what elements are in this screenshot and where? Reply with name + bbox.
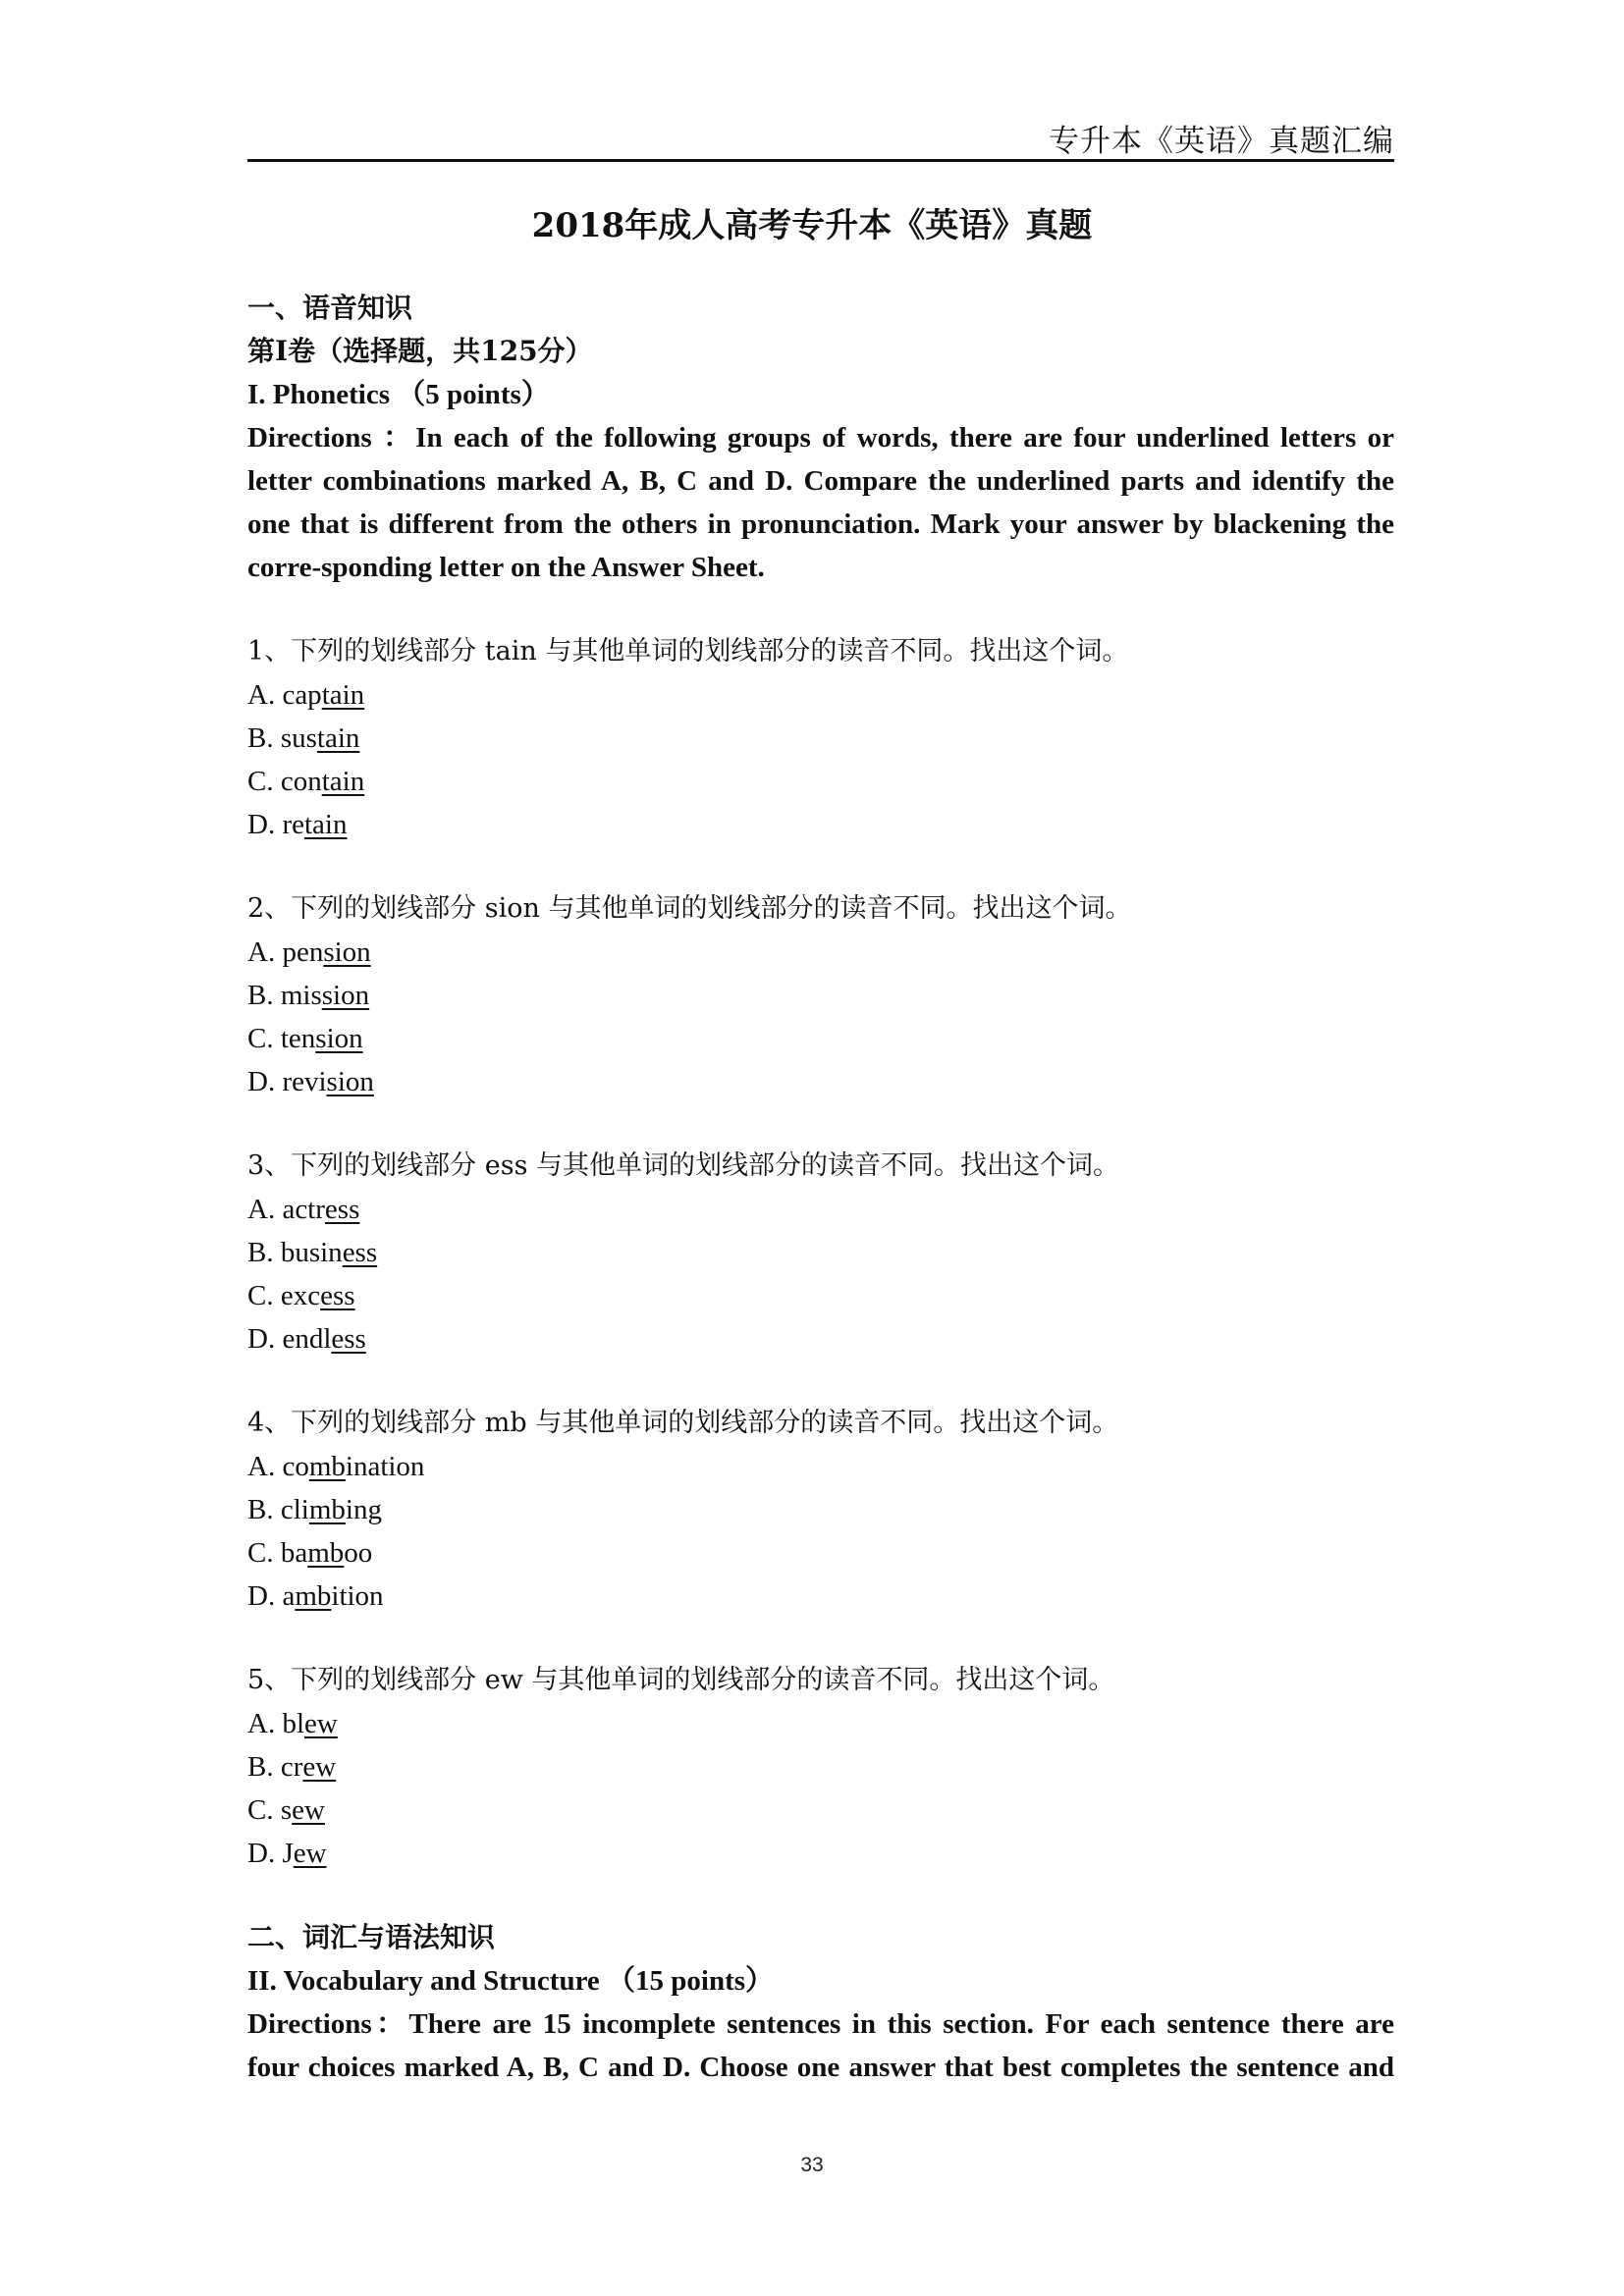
option-text: ition <box>331 1580 384 1612</box>
document-body <box>247 287 1394 2089</box>
option-text: B. cr <box>247 1751 303 1783</box>
answer-option <box>247 974 1394 1017</box>
question-prompt: 5、下列的划线部分 ew 与其他单词的划线部分的读音不同。找出这个词。 <box>247 1665 1115 1695</box>
underlined-part: mb <box>295 1580 332 1612</box>
underlined-part: ess <box>331 1323 366 1355</box>
answer-option <box>247 1317 1394 1361</box>
directions-line: Directions：There are 15 incomplete sentences in this section. For each sentence there are <box>247 2008 1394 2040</box>
directions-line: corre-sponding letter on the Answer Sheet. <box>247 552 765 583</box>
option-text: B. sus <box>247 722 317 754</box>
option-text: C. s <box>247 1794 293 1826</box>
answer-option <box>247 1789 1394 1832</box>
directions-line: one that is different from the others in pronunciation. Mark your answer by blackening the <box>247 508 1394 540</box>
option-text: C. ba <box>247 1537 308 1569</box>
underlined-part: sion <box>323 936 371 968</box>
header-rule <box>247 159 1394 162</box>
answer-option <box>247 1488 1394 1531</box>
option-text: D. endl <box>247 1323 332 1355</box>
underlined-part: tain <box>321 679 365 711</box>
option-text: C. con <box>247 766 322 797</box>
part2-heading: II. Vocabulary and Structure （15 points） <box>247 1965 775 1997</box>
option-text: C. ten <box>247 1023 316 1054</box>
option-text: D. re <box>247 809 304 840</box>
answer-option <box>247 1575 1394 1618</box>
page-number: 33 <box>800 2154 824 2176</box>
answer-option <box>247 931 1394 974</box>
answer-option <box>247 1017 1394 1060</box>
question-prompt: 2、下列的划线部分 sion 与其他单词的划线部分的读音不同。找出这个词。 <box>247 893 1132 924</box>
underlined-part: tain <box>316 722 360 754</box>
underlined-part: sion <box>326 1066 374 1097</box>
question-list <box>247 589 1394 1875</box>
directions-line: four choices marked A, B, C and D. Choose one answer that best completes the sentence and <box>247 2052 1394 2083</box>
underlined-part: ew <box>302 1751 337 1783</box>
option-text: ing <box>345 1494 382 1525</box>
answer-option <box>247 1832 1394 1875</box>
answer-option <box>247 717 1394 760</box>
underlined-part: tain <box>303 809 348 840</box>
underlined-part: ew <box>304 1708 338 1739</box>
option-text: B. cli <box>247 1494 309 1525</box>
option-text: A. cap <box>247 679 322 711</box>
answer-option <box>247 1060 1394 1103</box>
question-prompt: 1、下列的划线部分 tain 与其他单词的划线部分的读音不同。找出这个词。 <box>247 636 1129 667</box>
answer-option <box>247 673 1394 717</box>
option-text: A. actr <box>247 1194 325 1225</box>
answer-option <box>247 1531 1394 1575</box>
option-text: A. pen <box>247 936 324 968</box>
answer-option <box>247 1702 1394 1745</box>
answer-option <box>247 803 1394 846</box>
option-text: A. co <box>247 1451 309 1482</box>
underlined-part: mb <box>307 1537 345 1569</box>
underlined-part: mb <box>308 1451 346 1482</box>
question-prompt: 3、下列的划线部分 ess 与其他单词的划线部分的读音不同。找出这个词。 <box>247 1150 1120 1181</box>
question-prompt: 4、下列的划线部分 mb 与其他单词的划线部分的读音不同。找出这个词。 <box>247 1408 1119 1438</box>
underlined-part: sion <box>315 1023 363 1054</box>
option-text: B. mis <box>247 980 322 1011</box>
underlined-part: ess <box>342 1237 378 1268</box>
option-text: ination <box>345 1451 425 1482</box>
directions-line: Directions ：In each of the following groups of words, there are four underlined letters or <box>247 422 1394 454</box>
option-text: D. a <box>247 1580 296 1612</box>
option-text: A. bl <box>247 1708 304 1739</box>
underlined-part: tain <box>321 766 365 797</box>
section2-heading: 二、词汇与语法知识 <box>247 1921 496 1953</box>
answer-option <box>247 1274 1394 1317</box>
underlined-part: mb <box>308 1494 346 1525</box>
option-text: D. J <box>247 1838 294 1869</box>
answer-option <box>247 1231 1394 1274</box>
directions-line: letter combinations marked A, B, C and D. Compare the underlined parts and identify the <box>247 465 1394 497</box>
underlined-part: sion <box>321 980 370 1011</box>
answer-option <box>247 1745 1394 1789</box>
underlined-part: ess <box>324 1194 360 1225</box>
option-text: C. exc <box>247 1280 321 1311</box>
underlined-part: ew <box>292 1794 325 1826</box>
answer-option <box>247 1188 1394 1231</box>
document-title: 2018年成人高考专升本《英语》真题 <box>531 206 1093 245</box>
option-text: oo <box>344 1537 373 1569</box>
option-text: D. revi <box>247 1066 327 1097</box>
underlined-part: ess <box>320 1280 355 1311</box>
section1-heading: 一、语音知识 <box>247 292 413 324</box>
option-text: B. busin <box>247 1237 343 1268</box>
section2-directions <box>247 2002 1394 2089</box>
section1-directions <box>247 416 1394 589</box>
running-header-title: 专升本《英语》真题汇编 <box>1049 124 1394 159</box>
answer-option <box>247 1445 1394 1488</box>
volume-heading: 第I卷（选择题，共125分） <box>247 335 593 367</box>
underlined-part: ew <box>293 1838 327 1869</box>
part1-heading: I. Phonetics （5 points） <box>247 379 550 410</box>
answer-option <box>247 760 1394 803</box>
